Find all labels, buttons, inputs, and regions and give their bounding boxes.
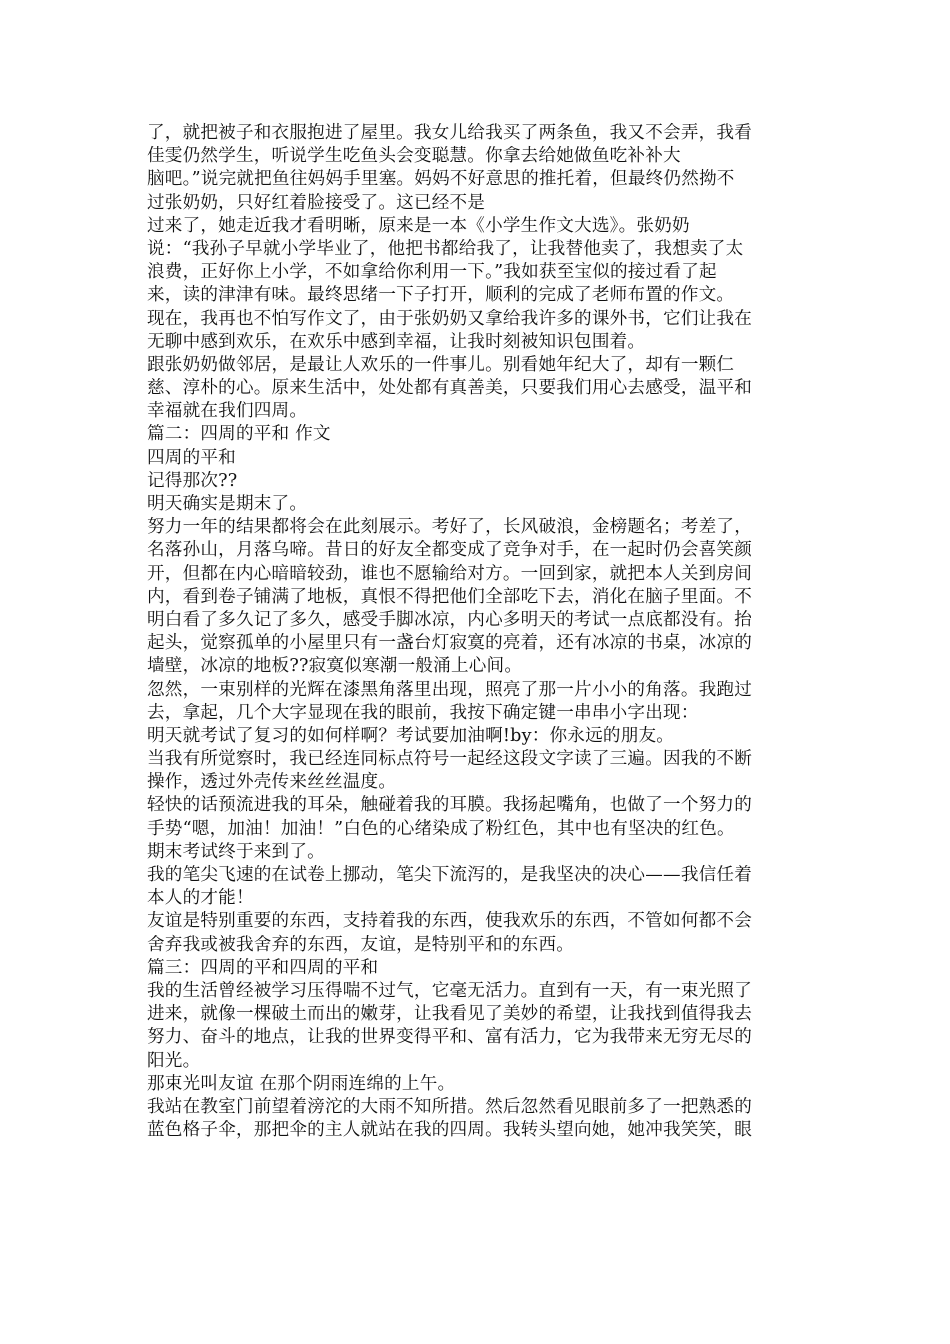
text-line: 浪费，正好你上小学，不如拿给你利用一下。”我如获至宝似的接过看了起 <box>147 262 717 283</box>
text-line: 开，但都在内心暗暗较劲，谁也不愿输给对方。一回到家，就把本人关到房间 <box>147 563 752 584</box>
text-line: 过来了，她走近我才看明晰，原来是一本《小学生作文大选》。张奶奶 <box>147 215 690 236</box>
text-line: 操作，透过外壳传来丝丝温度。 <box>147 772 397 793</box>
article-title: 四周的平和 <box>147 447 236 468</box>
text-line: 去，拿起，几个大字显现在我的眼前，我按下确定键一串串小字出现： <box>147 702 699 723</box>
text-line: 我的笔尖飞速的在试卷上挪动，笔尖下流泻的，是我坚决的决心——我信任着 <box>147 865 752 885</box>
document-body <box>147 122 803 1142</box>
text-line: 幸福就在我们四周。 <box>147 401 308 422</box>
text-line: 过张奶奶，只好红着脸接受了。这已经不是 <box>147 192 486 213</box>
section-heading: 篇三：四周的平和四周的平和 <box>147 957 379 978</box>
text-line: 内，看到卷子铺满了地板，真恨不得把他们全部吃下去，消化在脑子里面。不 <box>147 586 752 607</box>
text-line: 期末考试终于来到了。 <box>147 841 325 862</box>
text-line: 我站在教室门前望着滂沱的大雨不知所措。然后忽然看见眼前多了一把熟悉的 <box>147 1096 752 1117</box>
text-line: 手势“嗯，加油！加油！”白色的心绪染成了粉红色，其中也有坚决的红色。 <box>147 818 735 839</box>
text-line: 起头，觉察孤单的小屋里只有一盏台灯寂寞的亮着，还有冰凉的书桌，冰凉的 <box>147 633 752 654</box>
text-line: 那束光叫友谊 在那个阴雨连绵的上午。 <box>147 1073 456 1094</box>
text-line: 明天确实是期末了。 <box>147 494 308 514</box>
text-line: 舍弃我或被我舍弃的东西，友谊，是特别平和的东西。 <box>147 934 575 955</box>
text-line: 佳雯仍然学生，听说学生吃鱼头会变聪慧。你拿去给她做鱼吃补补大 <box>147 146 681 167</box>
text-line: 说：“我孙子早就小学毕业了，他把书都给我了，让我替他卖了，我想卖了太 <box>147 238 744 259</box>
text-line: 我的生活曾经被学习压得喘不过气，它毫无活力。直到有一天，有一束光照了 <box>147 980 752 1001</box>
text-line: 墙壁，冰凉的地板??寂寞似寒潮一般涌上心间。 <box>147 656 523 677</box>
text-line: 努力、奋斗的地点，让我的世界变得平和、富有活力，它为我带来无穷无尽的 <box>147 1027 752 1048</box>
text-line: 当我有所觉察时，我已经连同标点符号一起经这段文字读了三遍。因我的不断 <box>147 749 752 770</box>
text-line: 蓝色格子伞，那把伞的主人就站在我的四周。我转头望向她，她冲我笑笑，眼 <box>147 1120 752 1141</box>
text-line: 无聊中感到欢乐，在欢乐中感到幸福，让我时刻被知识包围着。 <box>147 331 646 352</box>
text-line: 现在，我再也不怕写作文了，由于张奶奶又拿给我许多的课外书，它们让我在 <box>147 308 752 329</box>
text-line: 明白看了多久记了多久，感受手脚冰凉，内心多明天的考试一点底都没有。抬 <box>147 609 752 630</box>
text-line: 慈、淳朴的心。原来生活中，处处都有真善美，只要我们用心去感受，温平和 <box>147 378 752 399</box>
text-line: 阳光。 <box>147 1050 201 1071</box>
text-line: 脑吧。”说完就把鱼往妈妈手里塞。妈妈不好意思的推托着，但最终仍然拗不 <box>147 169 735 190</box>
section-heading: 篇二：四周的平和 作文 <box>147 424 331 445</box>
text-line: 进来，就像一棵破土而出的嫩芽，让我看见了美妙的希望，让我找到值得我去 <box>147 1004 752 1025</box>
text-line: 来，读的津津有味。最终思绪一下子打开，顺利的完成了老师布置的作文。 <box>147 285 735 306</box>
text-line: 努力一年的结果都将会在此刻展示。考好了，长风破浪，金榜题名；考差了， <box>147 517 752 538</box>
text-line: 名落孙山，月落乌啼。昔日的好友全都变成了竞争对手，在一起时仍会喜笑颜 <box>147 540 752 561</box>
text-line: 记得那次?? <box>147 470 238 491</box>
text-line: 忽然，一束别样的光辉在漆黑角落里出现，照亮了那一片小小的角落。我跑过 <box>147 679 752 700</box>
text-line: 了，就把被子和衣服抱进了屋里。我女儿给我买了两条鱼，我又不会弄，我看 <box>147 123 752 143</box>
text-line: 轻快的话预流进我的耳朵，触碰着我的耳膜。我扬起嘴角，也做了一个努力的 <box>147 795 752 816</box>
text-line: 本人的才能！ <box>147 888 254 909</box>
text-line: 明天就考试了复习的如何样啊？考试要加油啊!by：你永远的朋友。 <box>147 725 675 746</box>
text-line: 跟张奶奶做邻居，是最让人欢乐的一件事儿。别看她年纪大了，却有一颗仁 <box>147 354 735 375</box>
text-line: 友谊是特别重要的东西，支持着我的东西，使我欢乐的东西，不管如何都不会 <box>147 911 752 932</box>
